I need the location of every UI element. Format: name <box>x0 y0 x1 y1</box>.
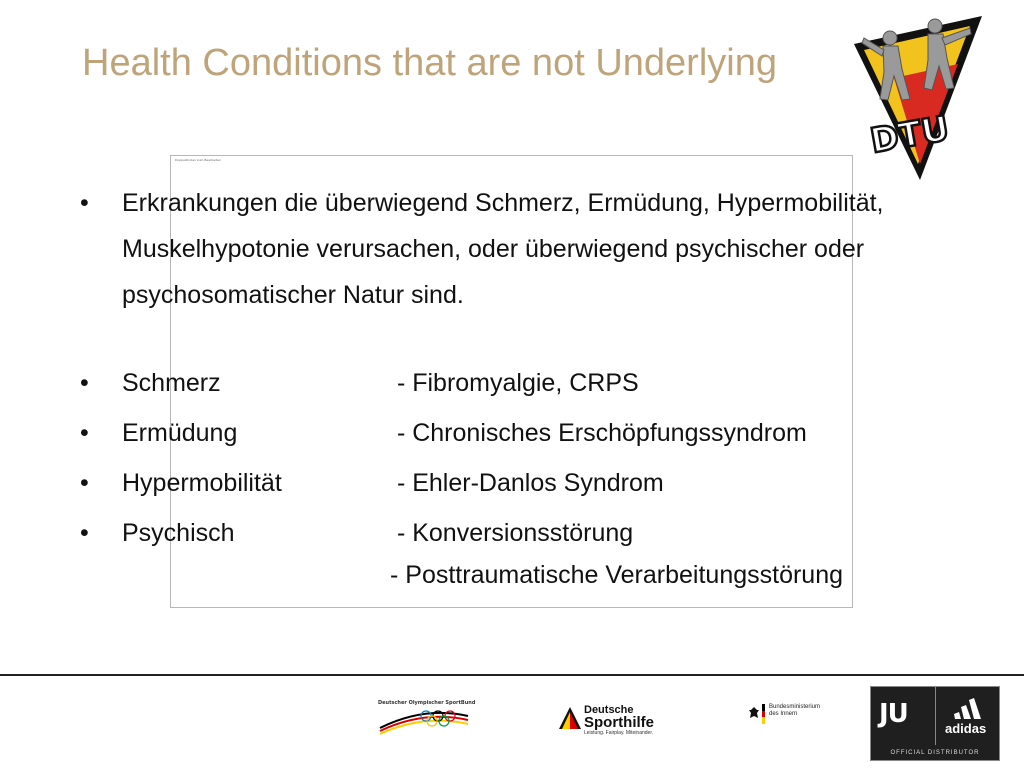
sporthilfe-line2: Sporthilfe <box>584 714 654 731</box>
intro-line: Erkrankungen die überwiegend Schmerz, Ermüdung, Hypermobilität, <box>122 189 884 217</box>
bullet-marker: • <box>80 369 89 397</box>
condition-definition: - Ehler-Danlos Syndrom <box>396 469 664 497</box>
intro-line: Muskelhypotonie verursachen, oder überwiegend psychischer oder <box>122 235 865 263</box>
intro-bullet <box>80 180 980 318</box>
dosb-label: Deutscher Olympischer SportBund <box>378 700 476 706</box>
condition-continuation: - Posttraumatische Verarbeitungsstörung <box>390 561 844 589</box>
eagle-icon <box>748 706 760 720</box>
slide-title: Health Conditions that are not Underlying <box>82 42 777 84</box>
sporthilfe-tagline: Leistung. Fairplay. Miteinander. <box>584 730 654 736</box>
sporthilfe-triangle-icon <box>558 706 582 730</box>
embedded-object-caption: Doppelklicken zum Bearbeiten <box>175 158 221 162</box>
condition-term: Schmerz <box>122 369 221 397</box>
condition-definition: - Chronisches Erschöpfungssyndrom <box>396 419 807 447</box>
dtu-logo <box>850 14 985 182</box>
dosb-logo <box>378 700 476 740</box>
condition-row-ermuedung <box>80 408 980 458</box>
adidas-stripes-icon <box>951 697 991 719</box>
bullet-marker: • <box>80 469 89 497</box>
condition-term: Ermüdung <box>122 419 238 447</box>
bullet-marker: • <box>80 419 89 447</box>
adidas-logo-text: adidas <box>945 721 987 736</box>
condition-term: Hypermobilität <box>122 469 282 497</box>
olympic-rings-icon <box>378 700 470 740</box>
condition-row-psychisch <box>80 508 980 558</box>
footer-divider <box>0 674 1024 676</box>
intro-line: psychosomatischer Natur sind. <box>122 281 464 309</box>
bullet-marker: • <box>80 519 89 547</box>
german-flag-bar <box>762 704 765 724</box>
content-list <box>80 180 980 598</box>
ju-adidas-logo <box>870 686 1000 761</box>
bullet-marker: • <box>80 189 89 217</box>
sporthilfe-line1: Deutsche <box>584 704 634 716</box>
condition-term: Psychisch <box>122 519 235 547</box>
sporthilfe-logo <box>558 700 678 744</box>
logo-divider <box>935 687 936 745</box>
bmi-label: Bundesministerium des Innern <box>769 704 821 717</box>
condition-definition: - Fibromyalgie, CRPS <box>396 369 639 397</box>
condition-row-hypermobilitaet <box>80 458 980 508</box>
condition-definition: - Konversionsstörung <box>396 519 634 547</box>
official-distributor-label: OFFICIAL DISTRIBUTOR <box>890 750 980 756</box>
bmi-logo <box>748 702 828 732</box>
ju-logo-text: JU <box>879 699 908 729</box>
svg-text:DTU: DTU <box>867 108 953 162</box>
condition-row-schmerz <box>80 358 980 408</box>
